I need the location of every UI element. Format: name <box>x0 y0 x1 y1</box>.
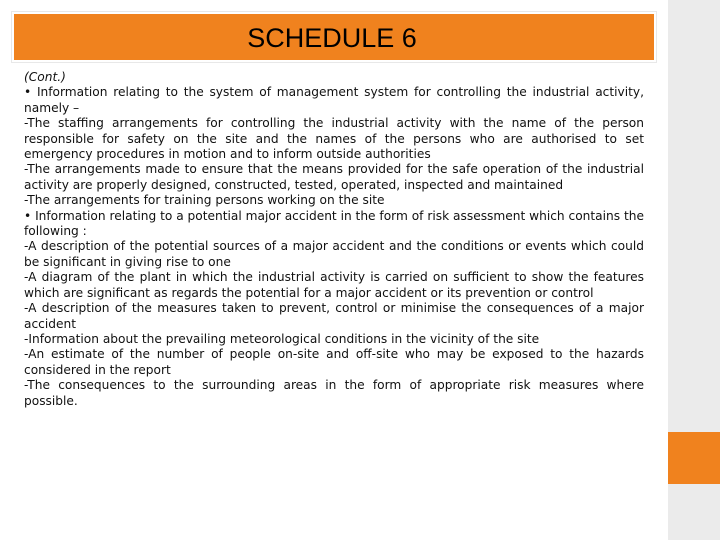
item-training-arrangements: -The arrangements for training persons working on the site <box>24 193 385 208</box>
item-safe-operation-arrangements: -The arrangements made to ensure that the means provided for the safe operation of the industrial activity are properly designed, constructed, tested, operated, inspected and maintained <box>24 162 644 192</box>
side-strip-accent-block <box>668 432 720 484</box>
item-preventive-measures: -A description of the measures taken to prevent, control or minimise the consequences of a major accident <box>24 301 644 331</box>
item-meteorological-conditions: -Information about the prevailing meteorological conditions in the vicinity of the site <box>24 331 540 346</box>
continuation-note: (Cont.) <box>24 70 66 84</box>
item-potential-sources: -A description of the potential sources of a major accident and the conditions or events which could be significant in giving rise to one <box>24 239 644 269</box>
item-consequences: -The consequences to the surrounding areas in the form of appropriate risk measures where possible. <box>24 378 644 408</box>
item-people-estimate: -An estimate of the number of people on-site and off-site who may be exposed to the hazards considered in the report <box>24 347 644 377</box>
bullet-potential-major-accident: • Information relating to a potential major accident in the form of risk assessment which contains the following : <box>24 208 644 239</box>
item-staffing-arrangements: -The staffing arrangements for controlling the industrial activity with the name of the person responsible for safety on the site and the names of the persons who are authorised to set emergency procedures in motion and to inform outside authorities <box>24 116 644 162</box>
side-strip-top <box>668 0 720 432</box>
side-decoration-strip <box>668 0 720 540</box>
bullet-management-system: • Information relating to the system of management system for controlling the industrial activity, namely – <box>24 85 644 115</box>
slide-title: SCHEDULE 6 <box>247 23 417 53</box>
slide-body <box>24 70 644 409</box>
title-bar <box>12 12 656 62</box>
side-strip-bottom <box>668 484 720 540</box>
item-plant-diagram: -A diagram of the plant in which the industrial activity is carried on sufficient to show the features which are significant as regards the potential for a major accident or its prevention or control <box>24 270 644 300</box>
